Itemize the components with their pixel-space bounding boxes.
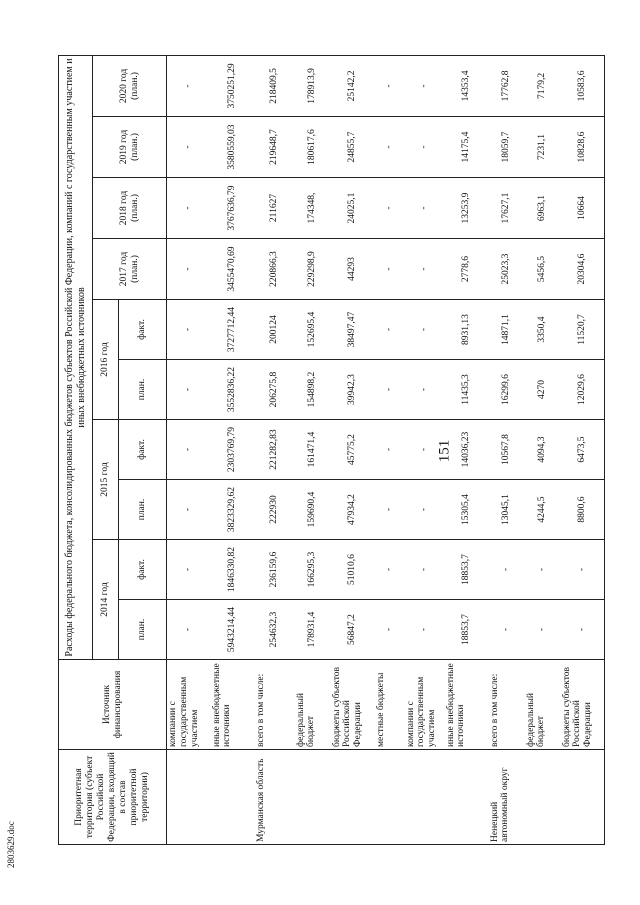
value-cell: 2778,6 [445, 239, 489, 300]
value-cell: - [167, 480, 211, 540]
value-cell: - [561, 540, 605, 600]
value-cell: - [561, 600, 605, 660]
value-cell: 10583,6 [561, 55, 605, 116]
value-cell: 222930 [255, 480, 295, 540]
value-cell: 14871,1 [489, 300, 525, 360]
header-2015: 2015 год [93, 420, 119, 540]
territory-cell [331, 750, 375, 845]
table-row [445, 55, 489, 844]
territory-cell [445, 750, 489, 845]
value-cell: 8800,6 [561, 480, 605, 540]
header-territory: Приоритетная территория (субъект Российской Федерации, входящий в состав приоритетной территории) [59, 750, 167, 845]
source-cell: бюджеты субъектов Российской Федерации [561, 660, 605, 750]
value-cell: - [375, 600, 405, 660]
value-cell: - [405, 117, 445, 178]
value-cell: - [375, 420, 405, 480]
value-cell: - [167, 178, 211, 239]
value-cell: 24855,7 [331, 117, 375, 178]
value-cell: - [167, 239, 211, 300]
value-cell: - [167, 117, 211, 178]
value-cell: - [525, 600, 561, 660]
value-cell: - [167, 360, 211, 420]
table-row [375, 55, 405, 844]
value-cell: - [375, 55, 405, 116]
value-cell: 8931,13 [445, 300, 489, 360]
header-title: Расходы федерального бюджета, консолидированных бюджетов субъектов Российской Федерации, компаний с государственным участием и иных внебюджетных источников [59, 55, 93, 659]
value-cell: - [375, 360, 405, 420]
source-cell: иные внебюджетные источники [211, 660, 255, 750]
table-row [489, 55, 525, 844]
territory-cell [295, 750, 331, 845]
value-cell: 15305,4 [445, 480, 489, 540]
value-cell: - [167, 600, 211, 660]
source-cell: компании с государственным участием [167, 660, 211, 750]
value-cell: - [375, 239, 405, 300]
value-cell: - [405, 420, 445, 480]
value-cell: 6963,1 [525, 178, 561, 239]
value-cell: 20304,6 [561, 239, 605, 300]
table-row [525, 55, 561, 844]
page-number: 151 [436, 439, 453, 463]
value-cell: 10664 [561, 178, 605, 239]
expenditure-table [58, 55, 605, 845]
source-cell: всего в том числе: [489, 660, 525, 750]
header-fact: факт. [119, 420, 167, 480]
value-cell: 3727712,44 [211, 300, 255, 360]
table-row [167, 55, 211, 844]
value-cell: 200124 [255, 300, 295, 360]
value-cell: - [167, 55, 211, 116]
value-cell: 45775,2 [331, 420, 375, 480]
header-fact: факт. [119, 540, 167, 600]
value-cell: 229298,9 [295, 239, 331, 300]
table-row [331, 55, 375, 844]
value-cell: - [405, 55, 445, 116]
table-body [167, 55, 605, 844]
territory-cell [375, 750, 405, 845]
header-2018: 2018 год (план.) [93, 178, 167, 239]
value-cell: 152695,4 [295, 300, 331, 360]
value-cell: 47934,2 [331, 480, 375, 540]
value-cell: 25023,3 [489, 239, 525, 300]
value-cell: 10828,6 [561, 117, 605, 178]
value-cell: - [375, 300, 405, 360]
value-cell: - [405, 360, 445, 420]
value-cell: 254632,3 [255, 600, 295, 660]
source-cell: местные бюджеты [375, 660, 405, 750]
value-cell: 14036,23 [445, 420, 489, 480]
value-cell: 4270 [525, 360, 561, 420]
territory-cell [561, 750, 605, 845]
value-cell: 220866,3 [255, 239, 295, 300]
value-cell: - [375, 117, 405, 178]
value-cell: 1846330,82 [211, 540, 255, 600]
header-2016: 2016 год [93, 300, 119, 420]
value-cell: - [489, 540, 525, 600]
value-cell: 219648,7 [255, 117, 295, 178]
header-2020: 2020 год (план.) [93, 55, 167, 116]
value-cell: 5456,5 [525, 239, 561, 300]
value-cell: 38497,47 [331, 300, 375, 360]
value-cell: 3350,4 [525, 300, 561, 360]
header-2014: 2014 год [93, 540, 119, 660]
value-cell: - [167, 300, 211, 360]
territory-cell: Мурманская область [255, 750, 295, 845]
value-cell: 159690,4 [295, 480, 331, 540]
footer-filename: 2803629.doc [6, 821, 16, 868]
value-cell: - [405, 480, 445, 540]
value-cell: 6473,5 [561, 420, 605, 480]
territory-cell [211, 750, 255, 845]
value-cell: - [375, 178, 405, 239]
value-cell: 3767636,79 [211, 178, 255, 239]
table-row [295, 55, 331, 844]
value-cell: - [375, 540, 405, 600]
value-cell: 154898,2 [295, 360, 331, 420]
value-cell: 14175,4 [445, 117, 489, 178]
table-row [561, 55, 605, 844]
territory-cell [525, 750, 561, 845]
header-plan: план. [119, 360, 167, 420]
value-cell: 3552836,22 [211, 360, 255, 420]
table-row [255, 55, 295, 844]
value-cell: 18059,7 [489, 117, 525, 178]
source-cell: федеральный бюджет [295, 660, 331, 750]
table-row [211, 55, 255, 844]
value-cell: - [525, 540, 561, 600]
value-cell: 4244,5 [525, 480, 561, 540]
value-cell: - [405, 600, 445, 660]
value-cell: - [489, 600, 525, 660]
value-cell: 211627 [255, 178, 295, 239]
value-cell: 17762,8 [489, 55, 525, 116]
value-cell: 18853,7 [445, 540, 489, 600]
value-cell: 180617,6 [295, 117, 331, 178]
value-cell: 51010,6 [331, 540, 375, 600]
source-cell: компании с государственным участием [405, 660, 445, 750]
value-cell: 25142,2 [331, 55, 375, 116]
source-cell: иные внебюджетные источники [445, 660, 489, 750]
value-cell: 161471,4 [295, 420, 331, 480]
value-cell: 13253,9 [445, 178, 489, 239]
value-cell: 56847,2 [331, 600, 375, 660]
rotated-table-container [58, 55, 640, 845]
source-cell: бюджеты субъектов Российской Федерации [331, 660, 375, 750]
value-cell: 178913,9 [295, 55, 331, 116]
value-cell: - [375, 480, 405, 540]
value-cell: 221282,83 [255, 420, 295, 480]
value-cell: 218409,5 [255, 55, 295, 116]
header-source: Источник финансирования [59, 660, 167, 750]
source-cell: всего в том числе: [255, 660, 295, 750]
value-cell: 24025,1 [331, 178, 375, 239]
value-cell: 3823329,62 [211, 480, 255, 540]
header-2017: 2017 год (план.) [93, 239, 167, 300]
value-cell: - [167, 540, 211, 600]
value-cell: - [167, 420, 211, 480]
header-fact: факт. [119, 300, 167, 360]
value-cell: 12029,6 [561, 360, 605, 420]
table-row [405, 55, 445, 844]
value-cell: 11435,3 [445, 360, 489, 420]
value-cell: 178931,4 [295, 600, 331, 660]
value-cell: 7179,2 [525, 55, 561, 116]
header-plan: план. [119, 480, 167, 540]
value-cell: 166295,3 [295, 540, 331, 600]
value-cell: 206275,8 [255, 360, 295, 420]
value-cell: 14353,4 [445, 55, 489, 116]
value-cell: 18853,7 [445, 600, 489, 660]
value-cell: - [405, 300, 445, 360]
value-cell: 10567,8 [489, 420, 525, 480]
value-cell: 3455470,69 [211, 239, 255, 300]
value-cell: 7231,1 [525, 117, 561, 178]
header-2019: 2019 год (план.) [93, 117, 167, 178]
value-cell: 16299,6 [489, 360, 525, 420]
value-cell: 11520,7 [561, 300, 605, 360]
territory-cell [405, 750, 445, 845]
value-cell: 17627,1 [489, 178, 525, 239]
territory-cell: Ненецкий автономный округ [489, 750, 525, 845]
value-cell: - [405, 239, 445, 300]
territory-cell [167, 750, 211, 845]
value-cell: 236159,6 [255, 540, 295, 600]
value-cell: 13045,1 [489, 480, 525, 540]
value-cell: 3750251,29 [211, 55, 255, 116]
value-cell: 4094,3 [525, 420, 561, 480]
source-cell: федеральный бюджет [525, 660, 561, 750]
value-cell: - [405, 178, 445, 239]
value-cell: - [405, 540, 445, 600]
value-cell: 5943214,44 [211, 600, 255, 660]
value-cell: 2303769,79 [211, 420, 255, 480]
header-plan: план. [119, 600, 167, 660]
value-cell: 44293 [331, 239, 375, 300]
value-cell: 39942,3 [331, 360, 375, 420]
value-cell: 3580559,03 [211, 117, 255, 178]
value-cell: 174348, [295, 178, 331, 239]
